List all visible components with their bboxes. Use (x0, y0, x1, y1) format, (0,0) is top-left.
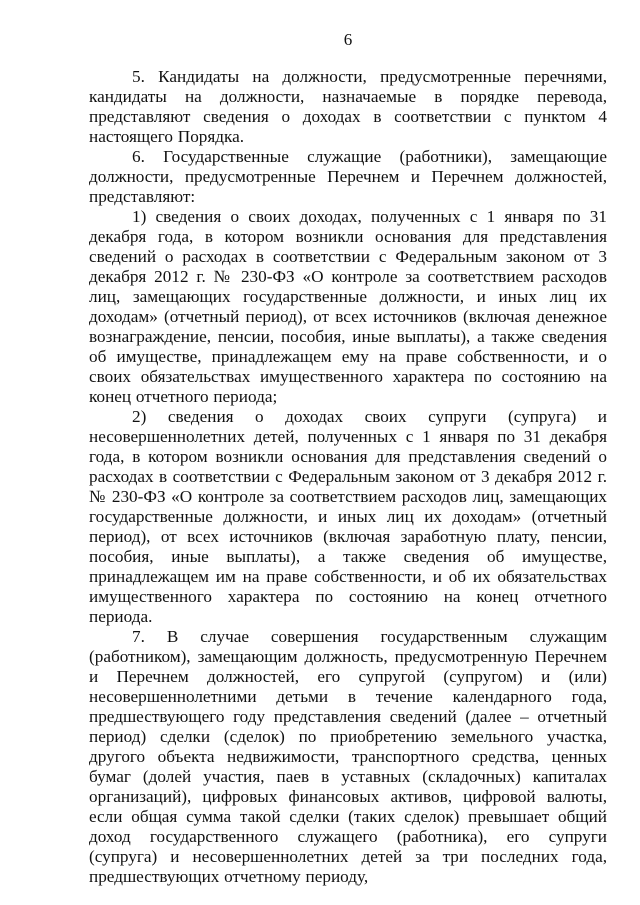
paragraph-6: 6. Государственные служащие (работники), замещающие должности, предусмотренные Перечнем и Перечнем должностей, представляют: (89, 147, 607, 206)
document-page (89, 30, 607, 887)
paragraph-6-item-1: 1) сведения о своих доходах, полученных с 1 января по 31 декабря года, в котором возникли основания для представления сведений о расходах в соответствии с Федеральным законом от 3 декабря 2012 г. № 230-ФЗ «О контроле за соответствием расходов лиц, замещающих государственные должности, и иных лиц их доходам» (отчетный период), от всех источников (включая денежное вознаграждение, пенсии, пособия, иные выплаты), а также сведения об имуществе, принадлежащем ему на праве собственности, и о своих обязательствах имущественного характера по состоянию на конец отчетного периода; (89, 207, 607, 406)
paragraph-5: 5. Кандидаты на должности, предусмотренные перечнями, кандидаты на должности, назначаемые в порядке перевода, представляют сведения о доходах в соответствии с пунктом 4 настоящего Порядка. (89, 67, 607, 146)
page-number: 6 (343, 30, 353, 49)
paragraph-6-item-2: 2) сведения о доходах своих супруги (супруга) и несовершеннолетних детей, полученных с 1 января по 31 декабря года, в котором возникли основания для представления сведений о расходах в соответствии с Федеральным законом от 3 декабря 2012 г. № 230-ФЗ «О контроле за соответствием расходов лиц, замещающих государственные должности, и иных лиц их доходам» (отчетный период), от всех источников (включая заработную плату, пенсии, пособия, иные выплаты), а также сведения об имуществе, принадлежащем им на праве собственности, и об их обязательствах имущественного характера по состоянию на конец отчетного периода. (89, 407, 607, 626)
paragraph-7: 7. В случае совершения государственным служащим (работником), замещающим должность, предусмотренную Перечнем и Перечнем должностей, его супругой (супругом) и (или) несовершеннолетними детьми в течение календарного года, предшествующего году представления сведений (далее – отчетный период) сделки (сделок) по приобретению земельного участка, другого объекта недвижимости, транспортного средства, ценных бумаг (долей участия, паев в уставных (складочных) капиталах организаций), цифровых финансовых активов, цифровой валюты, если общая сумма такой сделки (таких сделок) превышает общий доход государственного служащего (работника), его супруги (супруга) и несовершеннолетних детей за три последних года, предшествующих отчетному периоду, (89, 627, 607, 886)
